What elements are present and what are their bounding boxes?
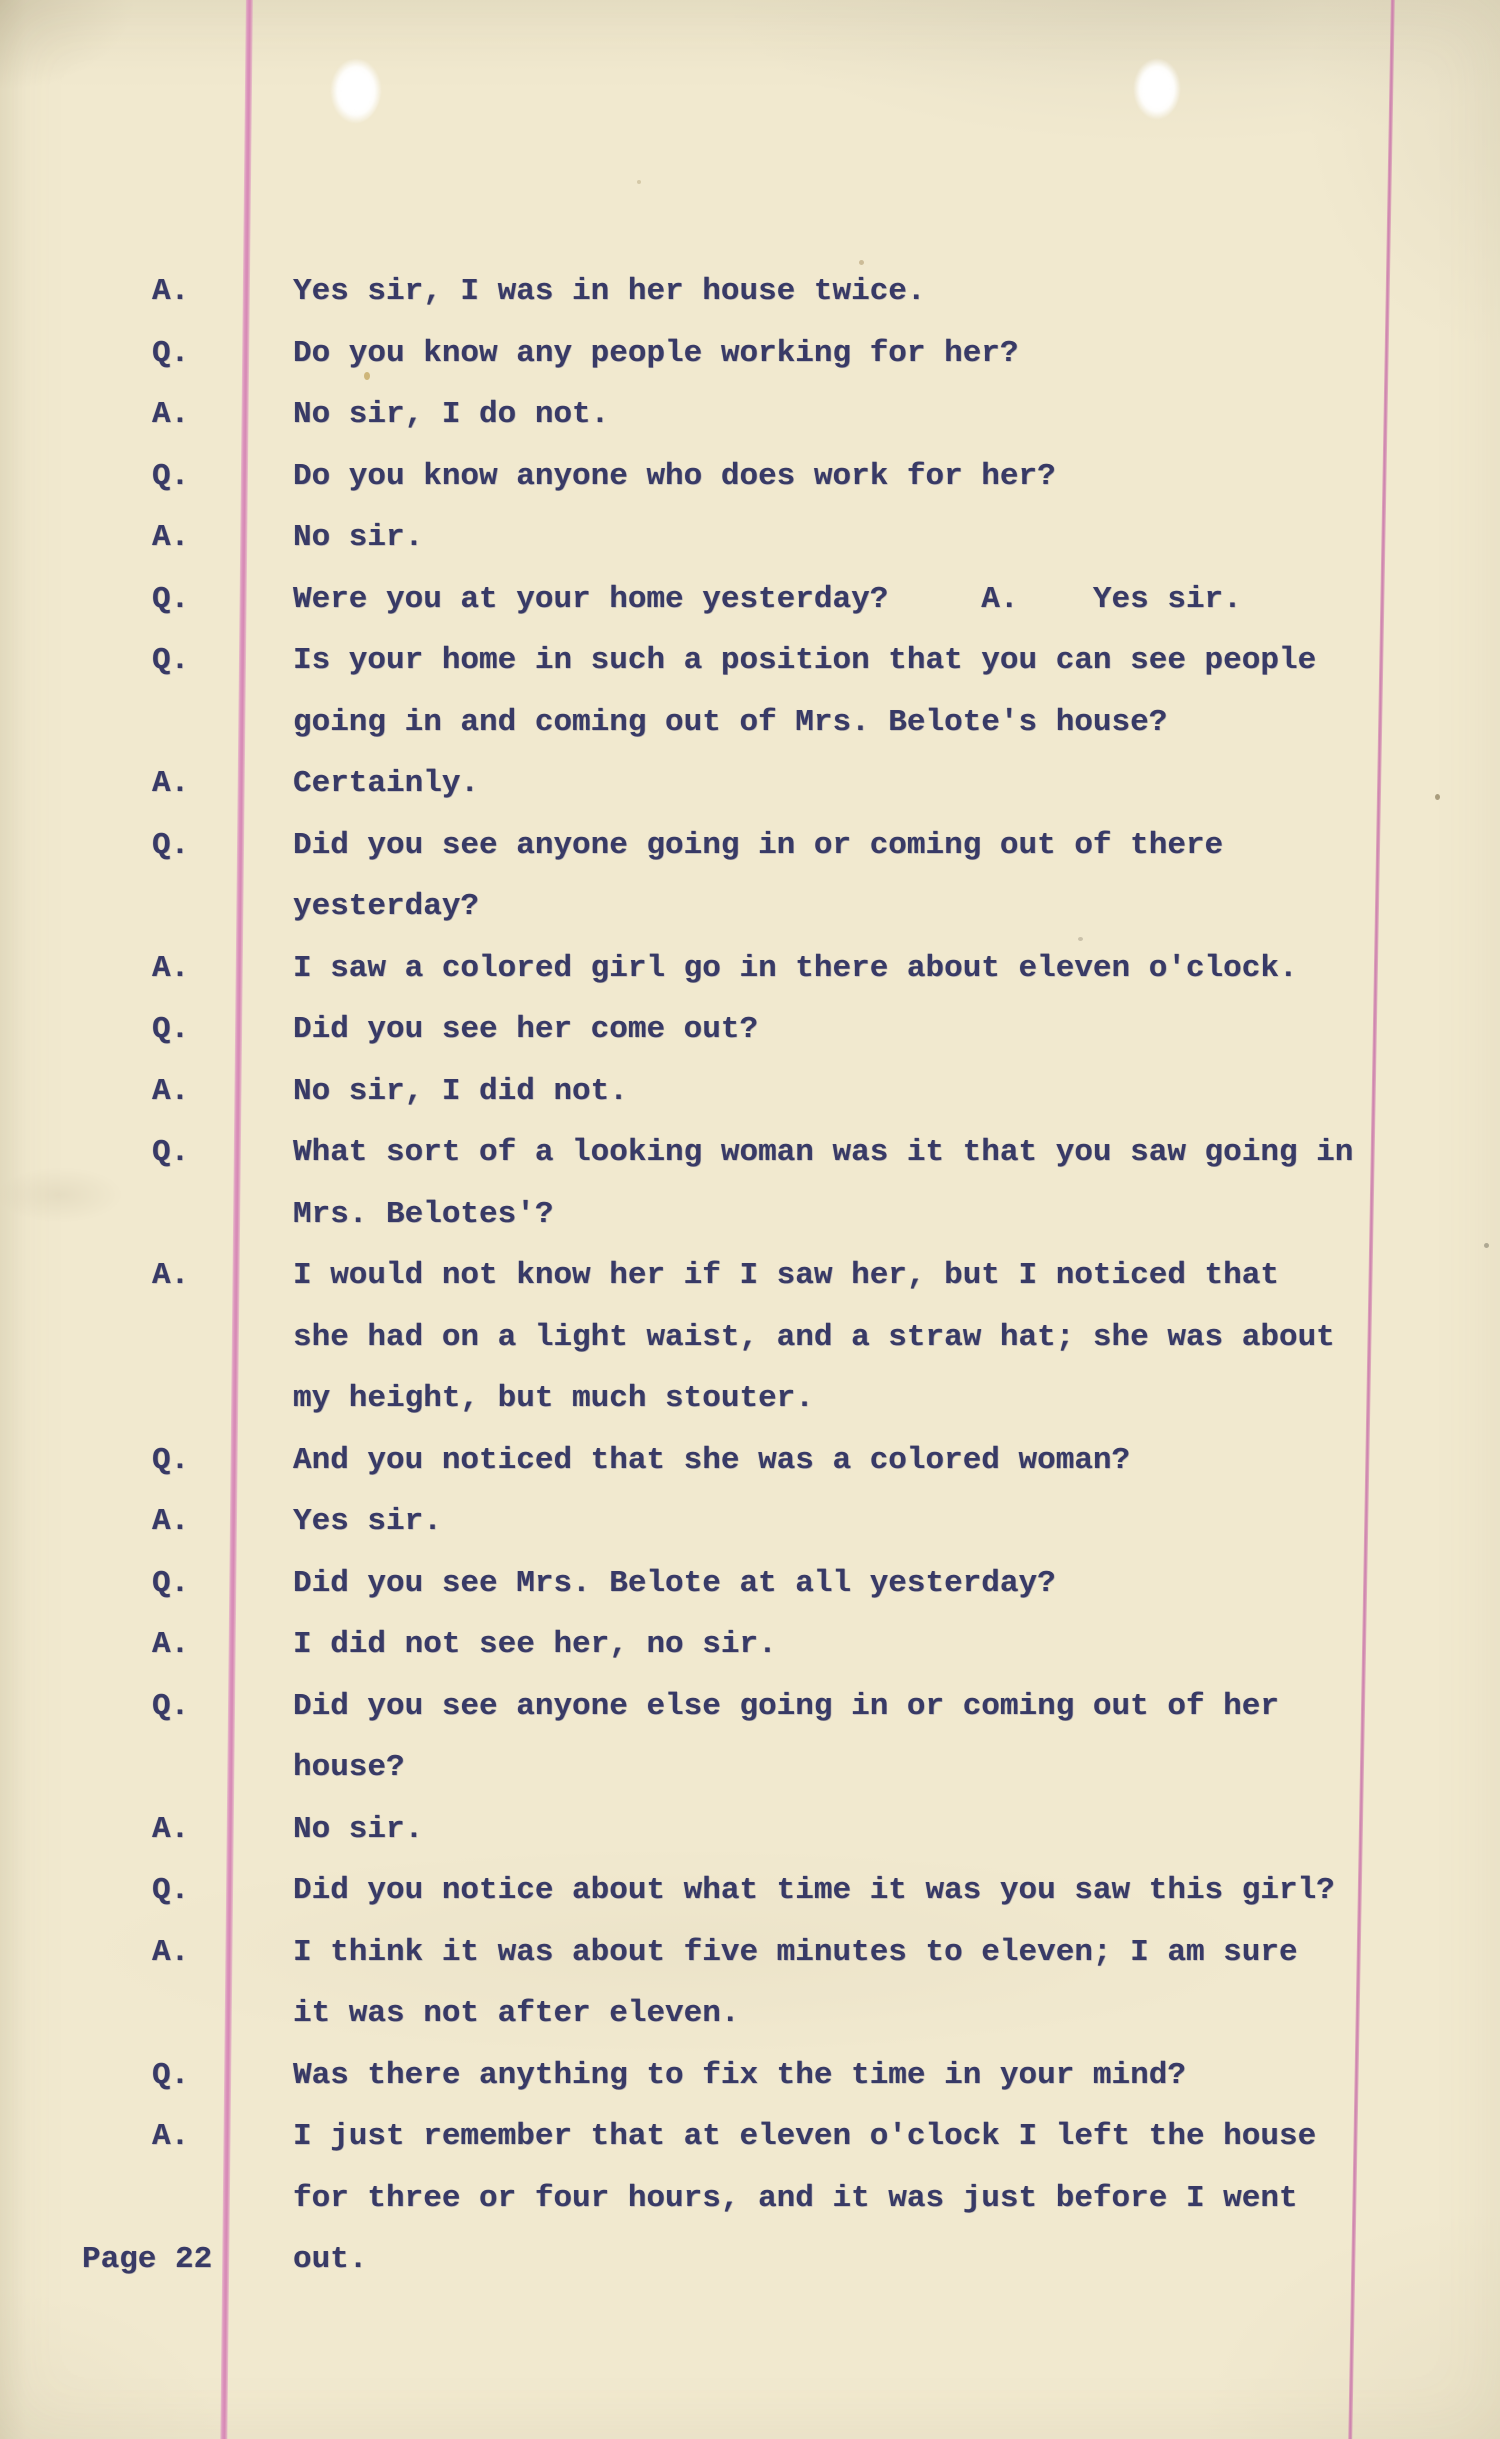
- transcript-line: [0, 1193, 1500, 1239]
- speaker-label: Q.: [152, 1442, 190, 1478]
- line-text: Is your home in such a position that you can see people: [293, 643, 1317, 678]
- transcript-line: [0, 1377, 1500, 1423]
- transcript-line: [0, 332, 1500, 378]
- line-text: I would not know her if I saw her, but I noticed that: [293, 1258, 1279, 1293]
- transcript-line: [0, 1131, 1500, 1177]
- transcript-line: [0, 947, 1500, 993]
- speaker-label: Q.: [152, 458, 190, 494]
- line-text: Were you at your home yesterday? A. Yes sir.: [293, 581, 1242, 617]
- transcript-line: [0, 1500, 1500, 1546]
- line-text: yesterday?: [293, 889, 480, 924]
- transcript-line: [0, 1746, 1500, 1792]
- speaker-label: A.: [152, 520, 190, 555]
- line-text: Did you see Mrs. Belote at all yesterday?: [293, 1565, 1056, 1601]
- speaker-label: Q.: [152, 643, 190, 678]
- transcript-line: [0, 1008, 1500, 1054]
- transcript-line: [0, 2177, 1500, 2223]
- speaker-label: A.: [152, 1811, 190, 1847]
- transcript-line: [0, 270, 1500, 316]
- line-text: it was not after eleven.: [293, 1996, 740, 2031]
- line-text: I saw a colored girl go in there about eleven o'clock.: [293, 950, 1298, 986]
- speaker-label: Q.: [152, 1565, 190, 1601]
- line-text: And you noticed that she was a colored woman?: [293, 1442, 1131, 1478]
- speaker-label: A.: [152, 1258, 190, 1293]
- transcript-line: [0, 1316, 1500, 1362]
- line-text: Do you know anyone who does work for her?: [293, 458, 1056, 494]
- transcript-line: [0, 885, 1500, 931]
- transcript-line: [0, 1992, 1500, 2038]
- speaker-label: Q.: [152, 827, 190, 863]
- line-text: my height, but much stouter.: [293, 1381, 814, 1416]
- speaker-label: Q.: [152, 581, 190, 617]
- speaker-label: Q.: [152, 1688, 190, 1724]
- line-text: out.: [293, 2242, 368, 2277]
- transcript-line: [0, 1623, 1500, 1669]
- speaker-label: Q.: [152, 335, 190, 371]
- speaker-label: A.: [152, 1504, 190, 1539]
- line-text: Did you see anyone going in or coming out of there: [293, 827, 1224, 863]
- line-text: house?: [293, 1750, 405, 1785]
- transcript-line: [0, 2054, 1500, 2100]
- line-text: going in and coming out of Mrs. Belote's house?: [293, 704, 1168, 740]
- transcript-line: [0, 578, 1500, 624]
- speaker-label: Q.: [152, 1012, 190, 1047]
- transcript-line: [0, 824, 1500, 870]
- line-text: I think it was about five minutes to eleven; I am sure: [293, 1934, 1298, 1970]
- transcript-line: [0, 1070, 1500, 1116]
- transcript-line: [0, 701, 1500, 747]
- transcript-line: [0, 639, 1500, 685]
- transcript-line: [0, 1685, 1500, 1731]
- transcript-line: [0, 1562, 1500, 1608]
- line-text: What sort of a looking woman was it that you saw going in: [293, 1135, 1354, 1170]
- line-text: I just remember that at eleven o'clock I left the house: [293, 2119, 1317, 2154]
- line-text: Was there anything to fix the time in your mind?: [293, 2057, 1186, 2093]
- speaker-label: Page 22: [82, 2242, 213, 2277]
- transcript-line: [0, 1439, 1500, 1485]
- line-text: Certainly.: [293, 766, 480, 801]
- transcript-line: [0, 2115, 1500, 2161]
- speaker-label: A.: [152, 1627, 190, 1662]
- transcript-line: [0, 1931, 1500, 1977]
- line-text: Mrs. Belotes'?: [293, 1196, 554, 1232]
- line-text: No sir.: [293, 520, 424, 555]
- speaker-label: A.: [152, 274, 190, 309]
- line-text: No sir, I do not.: [293, 397, 610, 432]
- line-text: Did you see her come out?: [293, 1012, 759, 1047]
- speaker-label: A.: [152, 1073, 190, 1109]
- speaker-label: A.: [152, 397, 190, 432]
- transcript-line: [0, 1808, 1500, 1854]
- line-text: No sir.: [293, 1811, 424, 1847]
- speaker-label: Q.: [152, 2057, 190, 2093]
- speaker-label: A.: [152, 1934, 190, 1970]
- line-text: Yes sir.: [293, 1504, 442, 1539]
- transcript-line: [0, 455, 1500, 501]
- line-text: she had on a light waist, and a straw hat; she was about: [293, 1319, 1335, 1355]
- speaker-label: Q.: [152, 1135, 190, 1170]
- speaker-label: A.: [152, 950, 190, 986]
- transcript-line: [0, 516, 1500, 562]
- transcript-line: [0, 2238, 1500, 2284]
- transcript-line: [0, 1869, 1500, 1915]
- line-text: Did you notice about what time it was you saw this girl?: [293, 1873, 1335, 1908]
- speaker-label: A.: [152, 766, 190, 801]
- line-text: Yes sir, I was in her house twice.: [293, 274, 926, 309]
- speaker-label: Q.: [152, 1873, 190, 1908]
- line-text: No sir, I did not.: [293, 1073, 628, 1109]
- transcript-line: [0, 762, 1500, 808]
- transcript-line: [0, 1254, 1500, 1300]
- line-text: I did not see her, no sir.: [293, 1627, 777, 1662]
- speaker-label: A.: [152, 2119, 190, 2154]
- line-text: Do you know any people working for her?: [293, 335, 1019, 371]
- line-text: Did you see anyone else going in or coming out of her: [293, 1688, 1279, 1724]
- line-text: for three or four hours, and it was just before I went: [293, 2180, 1298, 2216]
- transcript-line: [0, 393, 1500, 439]
